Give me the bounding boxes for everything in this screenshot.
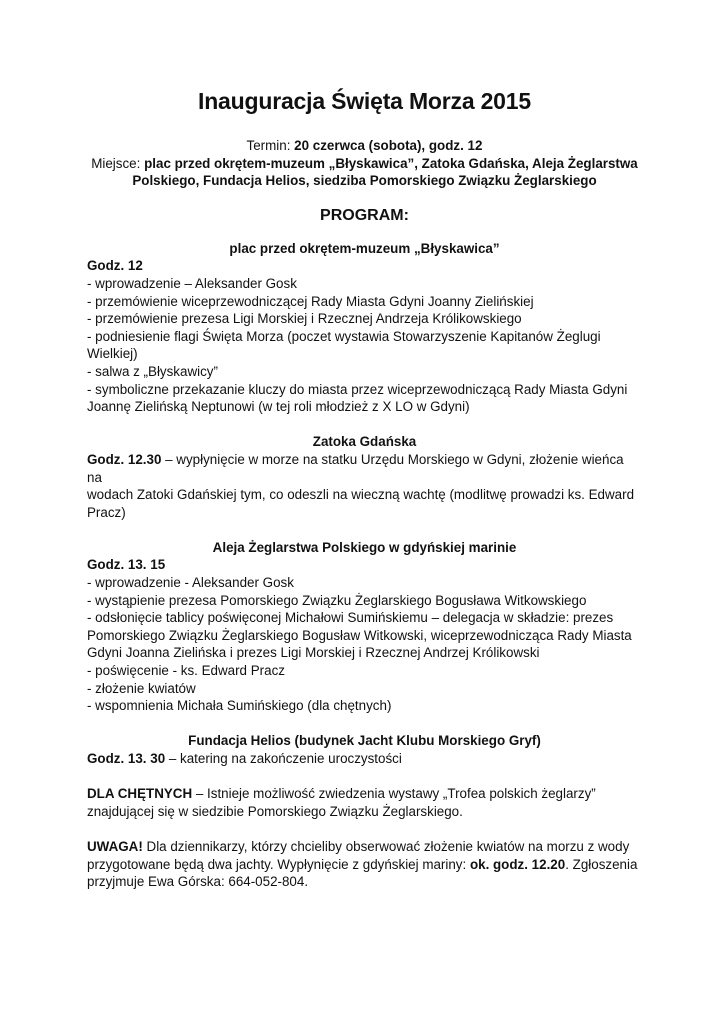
list-item: - podniesienie flagi Święta Morza (poczet wystawia Stowarzyszenie Kapitanów Żeglugi	[87, 328, 601, 344]
section-time: Godz. 13. 30	[87, 751, 166, 766]
document-title: Inauguracja Święta Morza 2015	[198, 88, 531, 114]
uwaga-text-2c: . Zgłoszenia	[565, 856, 638, 872]
section2-text-1: – wypłynięcie w morze na statku Urzędu Morskiego w Gdyni, złożenie wieńca na	[87, 451, 624, 485]
dla-chetnych-label: DLA CHĘTNYCH	[87, 786, 193, 802]
list-item: - salwa z „Błyskawicy”	[87, 363, 218, 379]
section2-line-1	[87, 451, 642, 486]
dla-chetnych-line-1	[87, 785, 642, 803]
uwaga-text-2a: przygotowane będą dwa jachty. Wypłynięcie z gdyńskiej mariny:	[87, 856, 470, 872]
miejsce-line-2	[87, 172, 642, 190]
dla-chetnych-text-1: – Istnieje możliwość zwiedzenia wystawy „Trofea polskich żeglarzy”	[192, 786, 596, 802]
section2-line-2: wodach Zatoki Gdańskiej tym, co odeszli na wieczną wachtę (modlitwę prowadzi ks. Edward	[87, 487, 635, 503]
list-item: - wystąpienie prezesa Pomorskiego Związku Żeglarskiego Bogusława Witkowskiego	[87, 592, 587, 608]
uwaga-line-2	[87, 856, 642, 874]
section-title-blyskawica: plac przed okrętem-muzeum „Błyskawica”	[229, 240, 500, 256]
miejsce-value-1: plac przed okrętem-muzeum „Błyskawica”, Zatoka Gdańska, Aleja Żeglarstwa	[144, 155, 638, 171]
section-time: Godz. 13. 15	[87, 557, 166, 573]
miejsce-line	[87, 155, 642, 173]
uwaga-label: UWAGA!	[87, 838, 143, 854]
section-time: Godz. 12.30	[87, 451, 162, 467]
list-item: Gdyni Joanna Zielińska i prezes Ligi Morskiej i Rzecznej Andrzej Królikowski	[87, 645, 540, 661]
spacer	[87, 416, 642, 434]
list-item: - wprowadzenie – Aleksander Gosk	[87, 275, 297, 291]
uwaga-time: ok. godz. 12.20	[469, 856, 566, 872]
termin-value: 20 czerwca (sobota), godz. 12	[294, 138, 483, 153]
document-page	[87, 86, 642, 891]
uwaga-line-3: przyjmuje Ewa Górska: 664-052-804.	[87, 874, 309, 890]
program-heading: PROGRAM:	[320, 206, 409, 224]
list-item: - złożenie kwiatów	[87, 680, 196, 696]
spacer	[87, 820, 642, 838]
spacer	[87, 715, 642, 733]
section-title-aleja: Aleja Żeglarstwa Polskiego w gdyńskiej marinie	[212, 539, 517, 555]
section4-line	[87, 750, 642, 768]
list-item: - poświęcenie - ks. Edward Pracz	[87, 663, 285, 679]
section2-line-3: Pracz)	[87, 504, 126, 520]
list-item: - przemówienie prezesa Ligi Morskiej i Rzecznej Andrzeja Królikowskiego	[87, 311, 522, 327]
list-item: Pomorskiego Związku Żeglarskiego Bogusław Witkowski, wiceprzewodnicząca Rady Miasta	[87, 627, 632, 643]
dla-chetnych-line-2: znajdującej się w siedzibie Pomorskiego Związku Żeglarskiego.	[87, 803, 463, 819]
miejsce-label: Miejsce:	[91, 155, 141, 171]
list-item: - wprowadzenie - Aleksander Gosk	[87, 575, 294, 591]
list-item: - przemówienie wiceprzewodniczącej Rady Miasta Gdyni Joanny Zielińskiej	[87, 293, 534, 309]
section-title-zatoka: Zatoka Gdańska	[312, 434, 417, 450]
list-item: Wielkiej)	[87, 346, 138, 362]
list-item: - wspomnienia Michała Sumińskiego (dla chętnych)	[87, 698, 392, 714]
spacer	[87, 768, 642, 786]
list-item: - odsłonięcie tablicy poświęconej Michałowi Sumińskiemu – delegacja w składzie: prezes	[87, 610, 614, 626]
uwaga-line-1	[87, 838, 642, 856]
section-time: Godz. 12	[87, 258, 143, 274]
list-item: - symboliczne przekazanie kluczy do miasta przez wiceprzewodniczącą Rady Miasta Gdyni	[87, 381, 628, 397]
termin-line	[87, 137, 642, 155]
miejsce-value-2: Polskiego, Fundacja Helios, siedziba Pomorskiego Związku Żeglarskiego	[132, 173, 597, 189]
spacer	[87, 521, 642, 539]
section-title-helios: Fundacja Helios (budynek Jacht Klubu Morskiego Gryf)	[188, 733, 541, 749]
list-item: Joannę Zielińską Neptunowi (w tej roli młodzież z X LO w Gdyni)	[87, 399, 470, 415]
section4-text: – katering na zakończenie uroczystości	[165, 751, 402, 766]
uwaga-text-1: Dla dziennikarzy, którzy chcieliby obserwować złożenie kwiatów na morzu z wody	[142, 838, 630, 854]
termin-label: Termin:	[246, 138, 291, 153]
